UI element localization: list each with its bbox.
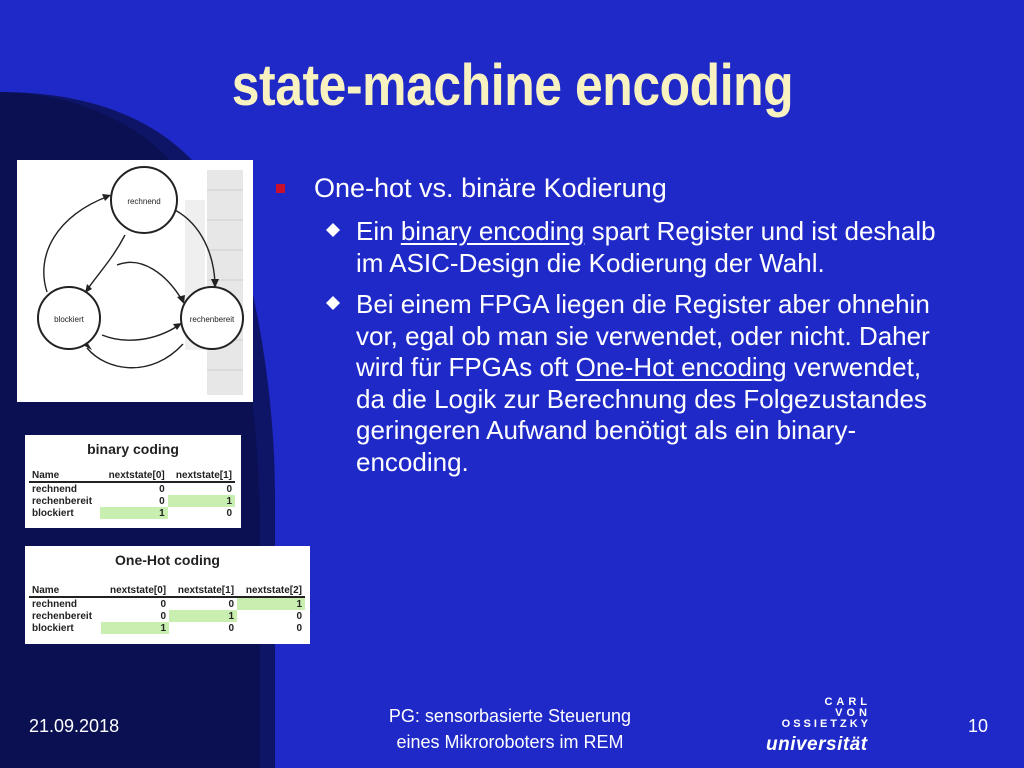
table-header: nextstate[1] — [168, 469, 235, 482]
table-row — [29, 482, 235, 495]
underlined-term: binary encoding — [400, 216, 585, 246]
table-cell: rechnend — [32, 483, 78, 495]
table-header: nextstate[0] — [101, 584, 169, 597]
table-cell: 0 — [160, 598, 167, 610]
table-row — [29, 622, 305, 634]
binary-coding-table — [29, 469, 235, 519]
table-cell: 1 — [169, 610, 237, 622]
university-logo: CARL VON OSSIETZKY universität — [766, 696, 871, 755]
table-cell: 1 — [237, 597, 305, 610]
table-header: Name — [29, 584, 101, 597]
table-cell: 0 — [159, 483, 165, 495]
onehot-coding-table-image — [25, 546, 310, 644]
bullet-text: One-hot vs. binäre Kodierung — [314, 173, 667, 203]
table-cell: blockiert — [32, 622, 74, 634]
state-diagram-image — [17, 160, 253, 402]
slide-content — [282, 170, 982, 478]
page-number: 10 — [968, 716, 989, 736]
table-row — [29, 610, 305, 622]
onehot-table-title: One-Hot coding — [115, 552, 220, 568]
sub-bullet-item: Bei einem FPGA liegen die Register aber ohnehin vor, egal ob man sie verwendet, oder nicht. Daher wird für FPGAs oft One-Hot encoding verwendet, da die Logik zur Berechnung des Folgezustandes geringeren Aufwand benötigt als ein binary-encoding. — [356, 289, 956, 478]
diamond-bullet-icon — [326, 296, 340, 310]
table-cell: 0 — [296, 622, 302, 634]
table-cell: rechenbereit — [32, 610, 93, 622]
table-header: nextstate[0] — [100, 469, 167, 482]
table-cell: 1 — [168, 495, 235, 507]
table-cell: rechenbereit — [32, 495, 93, 507]
slide-title: state-machine encoding — [231, 53, 793, 118]
underlined-term: One-Hot encoding — [575, 352, 787, 382]
table-cell: 0 — [226, 507, 232, 519]
table-cell: 0 — [228, 598, 235, 610]
table-cell: 0 — [160, 610, 167, 622]
table-cell: 1 — [100, 507, 167, 519]
footer-title: PG: sensorbasierte Steuerung eines Mikroroboters im REM — [388, 706, 632, 752]
binary-coding-table-image — [25, 435, 241, 528]
sub-bullet-item: Ein binary encoding spart Register und ist deshalb im ASIC-Design die Kodierung der Wahl. — [356, 216, 956, 279]
table-cell: 0 — [226, 483, 232, 495]
table-header: nextstate[2] — [237, 584, 305, 597]
onehot-coding-table — [29, 584, 305, 634]
table-row — [29, 597, 305, 610]
table-cell: 0 — [159, 495, 165, 507]
table-cell: blockiert — [32, 507, 74, 519]
table-cell: rechnend — [32, 598, 78, 610]
diamond-bullet-icon — [326, 223, 340, 237]
state-label-rechenbereit: rechenbereit — [189, 315, 235, 324]
table-cell: 0 — [296, 610, 302, 622]
table-header: nextstate[1] — [169, 584, 237, 597]
binary-table-title: binary coding — [87, 441, 179, 457]
state-label-blockiert: blockiert — [54, 315, 84, 324]
table-row — [29, 507, 235, 519]
state-label-rechnend: rechnend — [127, 197, 161, 206]
table-header: Name — [29, 469, 100, 482]
table-cell: 1 — [101, 622, 169, 634]
footer-date: 21.09.2018 — [29, 716, 120, 736]
table-cell: 0 — [228, 622, 235, 634]
bullet-item — [282, 170, 982, 206]
table-row — [29, 495, 235, 507]
square-bullet-icon — [276, 184, 285, 193]
